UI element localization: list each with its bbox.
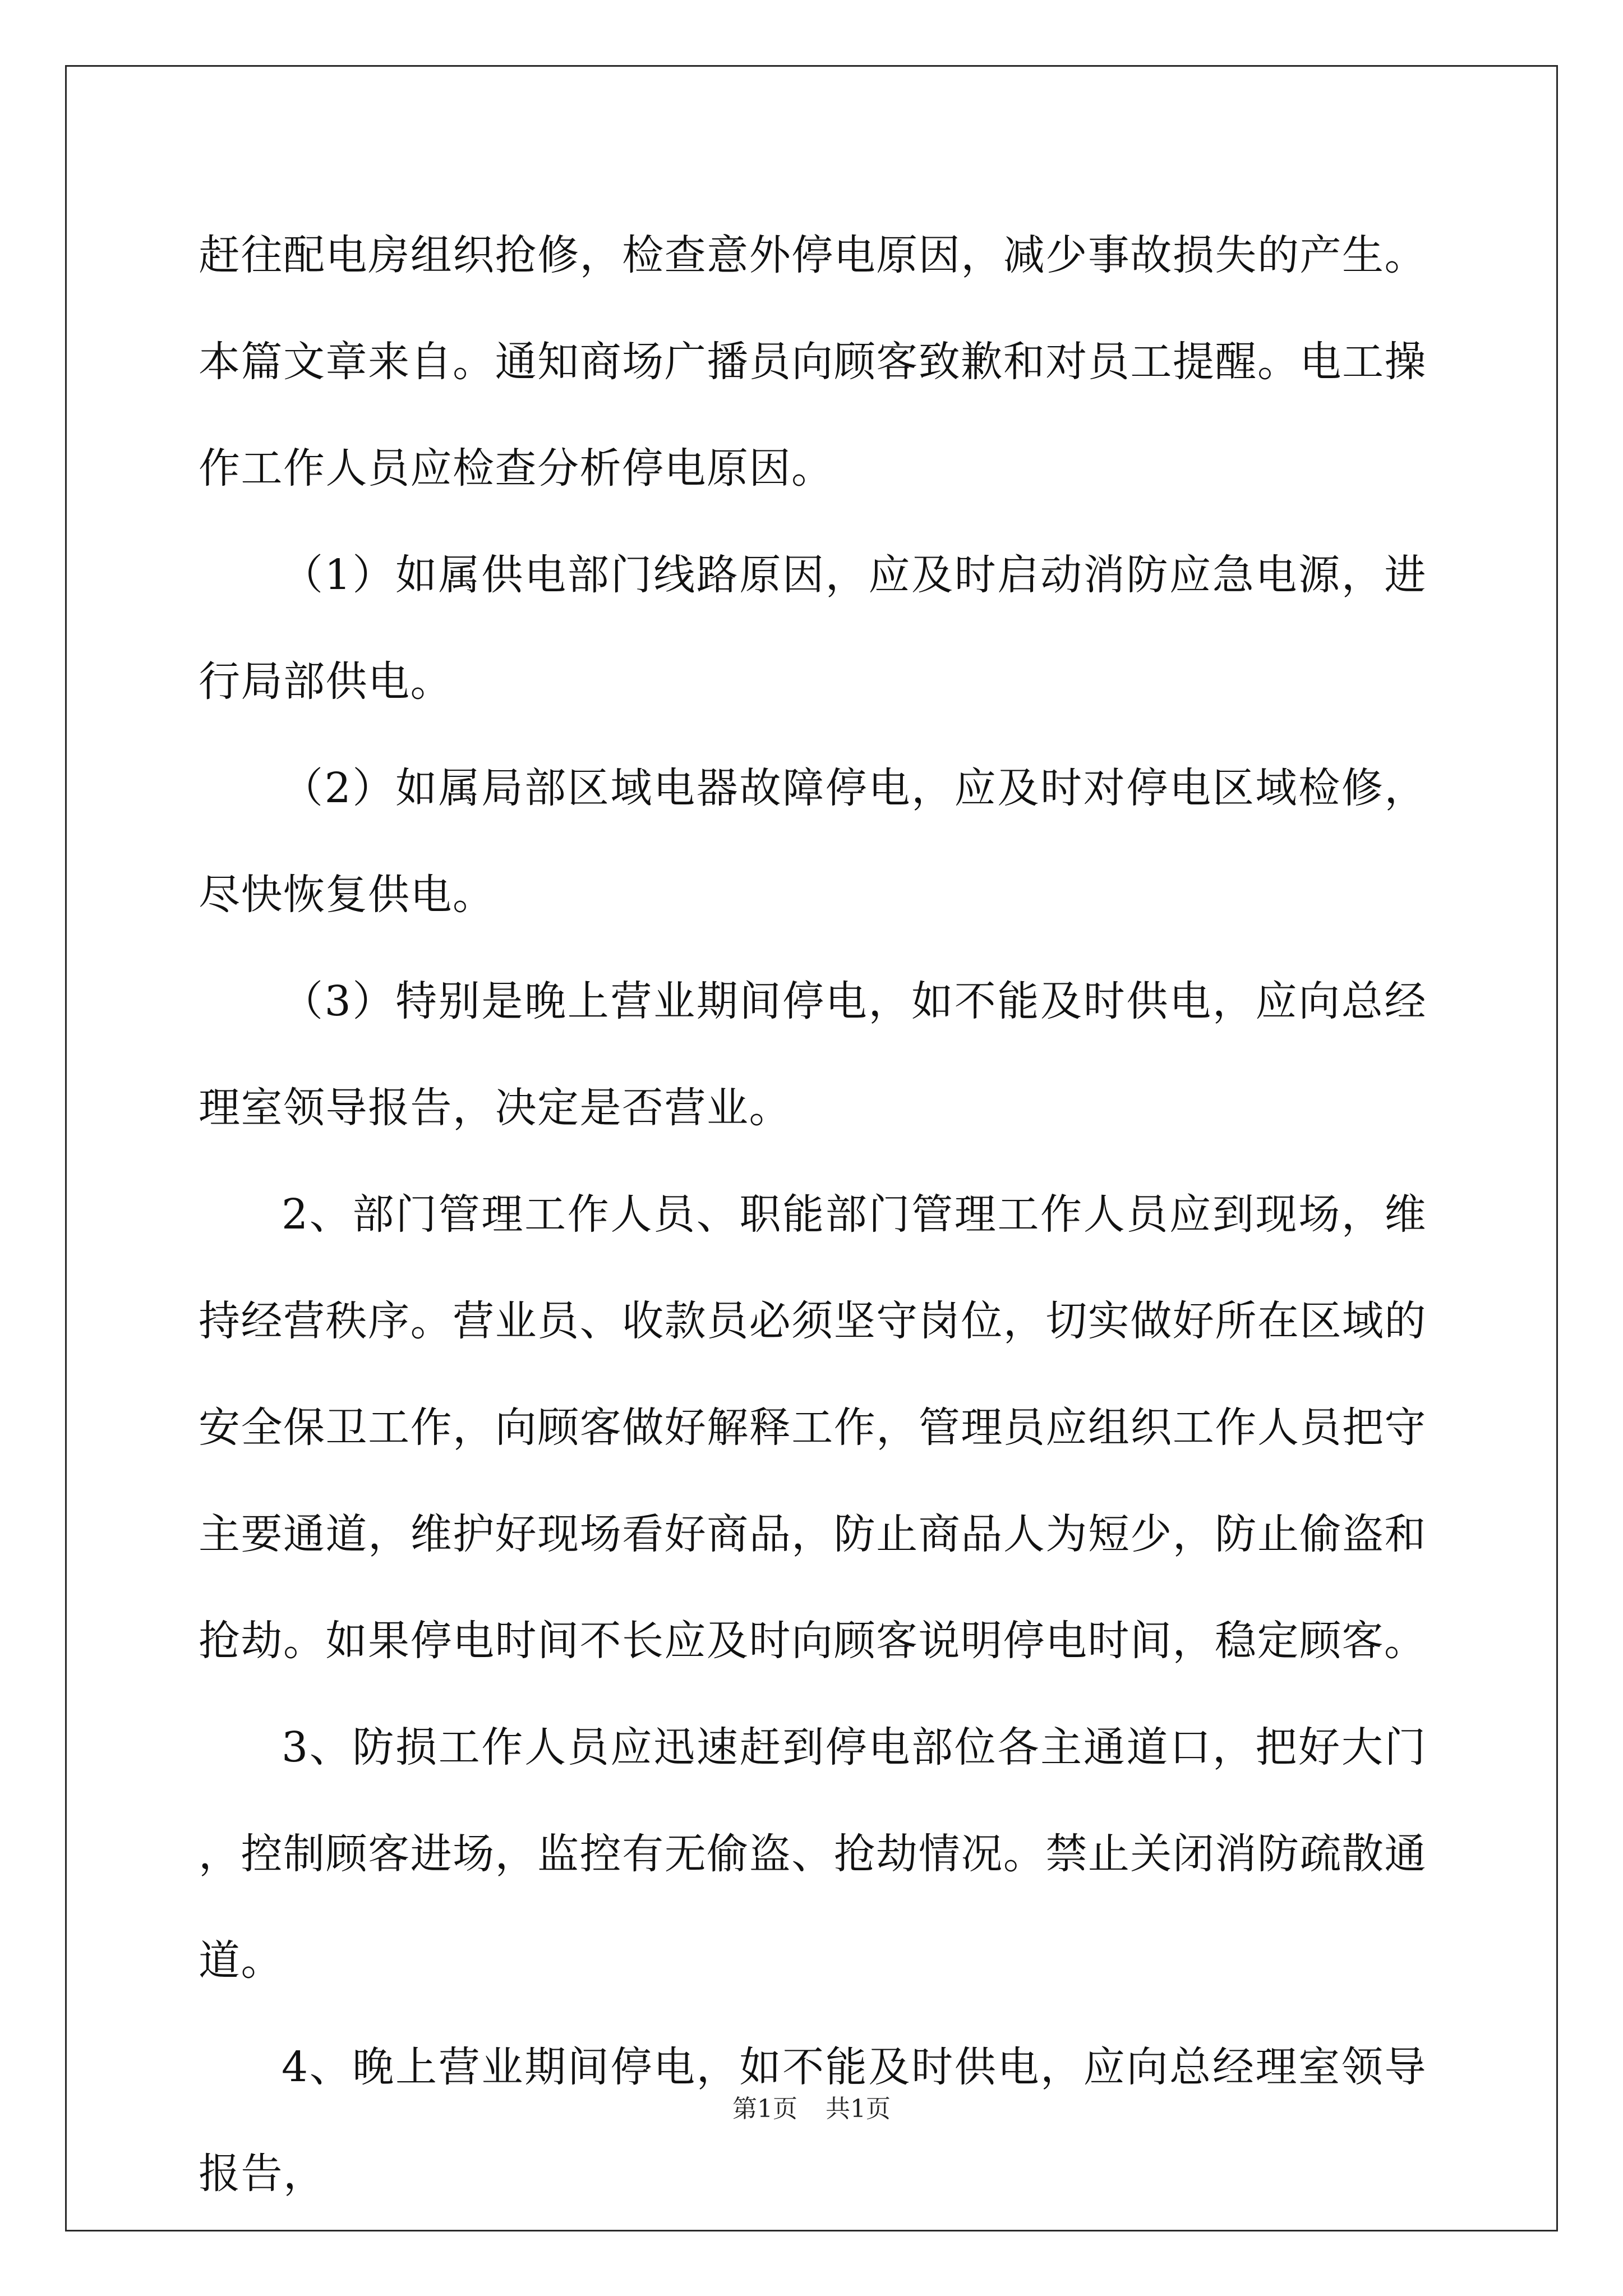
paragraph-section-4: 4、晚上营业期间停电，如不能及时供电，应向总经理室领导报告，: [199, 2043, 1427, 2198]
paragraph-item-1: （1）如属供电部门线路原因，应及时启动消防应急电源，进行局部供电。: [199, 551, 1427, 706]
document-body: [199, 202, 1427, 2227]
paragraph-item-3: （3）特别是晚上营业期间停电，如不能及时供电，应向总经理室领导报告，决定是否营业。: [199, 977, 1427, 1132]
paragraph-continuation: 赶往配电房组织抢修，检查意外停电原因，减少事故损失的产生。本篇文章来自。通知商场广播员向顾客致歉和对员工提醒。电工操作工作人员应检查分析停电原因。: [199, 231, 1427, 493]
page-footer: [0, 2092, 1623, 2126]
paragraph-section-3: 3、防损工作人员应迅速赶到停电部位各主通道口，把好大门，控制顾客进场，监控有无偷盗、抢劫情况。禁止关闭消防疏散通道。: [199, 1723, 1427, 1985]
total-pages: 共1页: [826, 2095, 891, 2123]
paragraph-section-2: 2、部门管理工作人员、职能部门管理工作人员应到现场，维持经营秩序。营业员、收款员必须坚守岗位，切实做好所在区域的安全保卫工作，向顾客做好解释工作，管理员应组织工作人员把守主要通道，维护好现场看好商品，防止商品人为短少，防止偷盗和抢劫。如果停电时间不长应及时向顾客说明停电时间，稳定顾客。: [199, 1190, 1427, 1665]
page-number: 第1页: [732, 2095, 797, 2123]
paragraph-item-2: （2）如属局部区域电器故障停电，应及时对停电区域检修，尽快恢复供电。: [199, 764, 1427, 919]
